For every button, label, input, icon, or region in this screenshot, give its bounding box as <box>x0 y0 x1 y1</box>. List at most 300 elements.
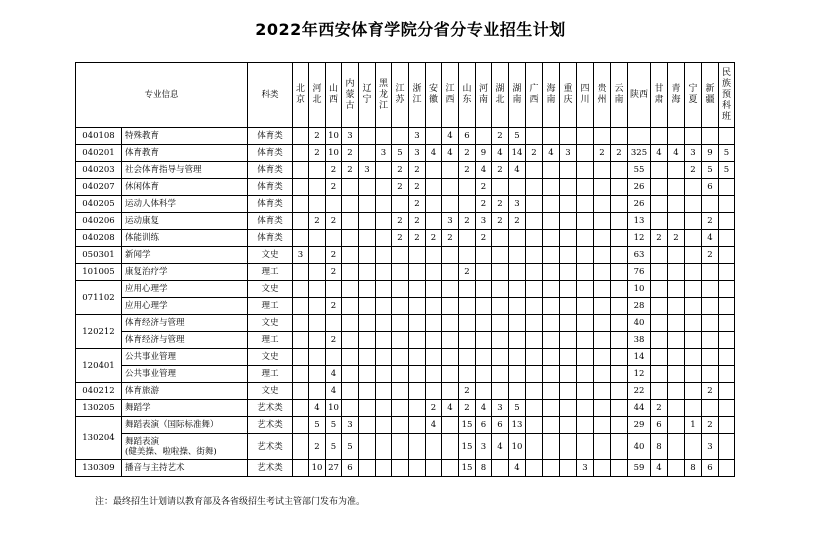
quota-cell: 4 <box>492 434 509 460</box>
quota-cell <box>359 417 376 434</box>
quota-cell <box>543 366 560 383</box>
quota-cell <box>543 162 560 179</box>
quota-cell <box>293 128 309 145</box>
quota-cell: 8 <box>651 434 668 460</box>
quota-cell: 2 <box>426 400 442 417</box>
major-name: 舞蹈表演 (健美操、啦啦操、街舞) <box>122 434 248 460</box>
quota-cell <box>560 434 577 460</box>
quota-cell <box>651 196 668 213</box>
header-province: 山 东 <box>459 63 476 128</box>
quota-cell <box>543 247 560 264</box>
quota-cell <box>392 264 409 281</box>
header-province: 贵 州 <box>594 63 611 128</box>
quota-cell <box>376 281 392 298</box>
quota-cell: 3 <box>342 417 359 434</box>
quota-cell <box>409 383 426 400</box>
quota-cell <box>342 315 359 332</box>
quota-cell <box>560 349 577 366</box>
quota-cell <box>426 315 442 332</box>
quota-cell <box>492 366 509 383</box>
quota-cell <box>543 349 560 366</box>
quota-cell <box>426 281 442 298</box>
quota-cell <box>594 213 611 230</box>
major-code: 040205 <box>76 196 122 213</box>
quota-cell <box>376 434 392 460</box>
quota-cell <box>426 213 442 230</box>
quota-cell <box>293 196 309 213</box>
quota-cell <box>611 434 628 460</box>
quota-cell <box>409 417 426 434</box>
quota-cell <box>526 196 543 213</box>
quota-cell: 5 <box>719 162 735 179</box>
quota-cell <box>577 383 594 400</box>
quota-cell <box>376 298 392 315</box>
major-code: 040207 <box>76 179 122 196</box>
quota-cell <box>392 417 409 434</box>
quota-cell <box>376 417 392 434</box>
quota-cell: 76 <box>628 264 651 281</box>
quota-cell <box>685 366 702 383</box>
header-province: 河 北 <box>309 63 326 128</box>
quota-cell <box>543 400 560 417</box>
quota-cell <box>685 230 702 247</box>
quota-cell <box>594 417 611 434</box>
major-code: 130309 <box>76 460 122 477</box>
quota-cell <box>409 315 426 332</box>
quota-cell <box>509 349 526 366</box>
header-province: 陕西 <box>628 63 651 128</box>
quota-cell: 12 <box>628 366 651 383</box>
quota-cell <box>359 349 376 366</box>
quota-cell: 4 <box>442 400 459 417</box>
quota-cell: 4 <box>476 162 492 179</box>
category-cell: 理工 <box>248 264 293 281</box>
quota-cell <box>376 230 392 247</box>
quota-cell <box>543 230 560 247</box>
table-row <box>76 434 735 460</box>
enrollment-plan-table <box>75 62 735 477</box>
quota-cell: 4 <box>426 145 442 162</box>
quota-cell: 6 <box>702 460 719 477</box>
quota-cell <box>560 460 577 477</box>
quota-cell <box>342 196 359 213</box>
quota-cell: 2 <box>459 213 476 230</box>
quota-cell <box>342 366 359 383</box>
quota-cell: 2 <box>392 179 409 196</box>
quota-cell <box>526 179 543 196</box>
header-province: 湖 北 <box>492 63 509 128</box>
quota-cell <box>293 213 309 230</box>
quota-cell: 2 <box>476 196 492 213</box>
quota-cell <box>293 281 309 298</box>
quota-cell <box>309 179 326 196</box>
major-name: 体育教育 <box>122 145 248 162</box>
quota-cell: 2 <box>492 196 509 213</box>
quota-cell <box>476 281 492 298</box>
quota-cell <box>492 332 509 349</box>
quota-cell: 2 <box>409 230 426 247</box>
quota-cell <box>594 128 611 145</box>
quota-cell <box>702 281 719 298</box>
quota-cell <box>476 315 492 332</box>
quota-cell <box>509 332 526 349</box>
quota-cell <box>526 213 543 230</box>
quota-cell <box>309 264 326 281</box>
quota-cell <box>342 298 359 315</box>
category-cell: 文史 <box>248 349 293 366</box>
quota-cell <box>376 349 392 366</box>
header-province: 内 蒙 古 <box>342 63 359 128</box>
quota-cell <box>668 298 685 315</box>
quota-cell <box>409 349 426 366</box>
quota-cell <box>526 162 543 179</box>
quota-cell <box>342 281 359 298</box>
quota-cell: 3 <box>509 196 526 213</box>
quota-cell <box>492 460 509 477</box>
quota-cell: 3 <box>560 145 577 162</box>
quota-cell <box>685 264 702 281</box>
quota-cell: 55 <box>628 162 651 179</box>
table-row <box>76 366 735 383</box>
category-cell: 文史 <box>248 281 293 298</box>
quota-cell <box>594 400 611 417</box>
quota-cell <box>476 332 492 349</box>
quota-cell: 2 <box>326 247 342 264</box>
quota-cell <box>685 196 702 213</box>
quota-cell: 28 <box>628 298 651 315</box>
quota-cell <box>359 366 376 383</box>
quota-cell <box>719 230 735 247</box>
quota-cell <box>409 332 426 349</box>
quota-cell: 1 <box>685 417 702 434</box>
quota-cell <box>611 281 628 298</box>
header-province: 民 族 预 科 班 <box>719 63 735 128</box>
quota-cell <box>611 264 628 281</box>
quota-cell <box>293 264 309 281</box>
quota-cell <box>560 128 577 145</box>
quota-cell <box>293 230 309 247</box>
quota-cell <box>342 179 359 196</box>
quota-cell <box>560 366 577 383</box>
quota-cell <box>409 281 426 298</box>
table-header-row <box>76 63 735 128</box>
header-category: 科类 <box>248 63 293 128</box>
major-code: 040206 <box>76 213 122 230</box>
quota-cell: 3 <box>376 145 392 162</box>
quota-cell <box>611 349 628 366</box>
major-name: 播音与主持艺术 <box>122 460 248 477</box>
quota-cell <box>392 196 409 213</box>
quota-cell <box>309 162 326 179</box>
quota-cell <box>526 298 543 315</box>
header-province: 甘 肃 <box>651 63 668 128</box>
category-cell: 理工 <box>248 332 293 349</box>
quota-cell <box>442 196 459 213</box>
quota-cell <box>611 162 628 179</box>
quota-cell <box>611 383 628 400</box>
quota-cell <box>326 315 342 332</box>
quota-cell <box>426 196 442 213</box>
quota-cell: 13 <box>509 417 526 434</box>
quota-cell: 4 <box>476 400 492 417</box>
quota-cell <box>426 247 442 264</box>
quota-cell <box>611 230 628 247</box>
quota-cell <box>492 179 509 196</box>
quota-cell: 6 <box>651 417 668 434</box>
quota-cell <box>509 383 526 400</box>
table-row <box>76 196 735 213</box>
quota-cell <box>628 128 651 145</box>
quota-cell <box>459 281 476 298</box>
quota-cell <box>376 366 392 383</box>
quota-cell: 2 <box>702 213 719 230</box>
quota-cell <box>342 349 359 366</box>
quota-cell <box>442 281 459 298</box>
quota-cell <box>543 196 560 213</box>
quota-cell <box>594 281 611 298</box>
quota-cell <box>476 128 492 145</box>
quota-cell <box>309 230 326 247</box>
quota-cell: 44 <box>628 400 651 417</box>
quota-cell <box>611 315 628 332</box>
quota-cell <box>560 383 577 400</box>
major-name: 社会体育指导与管理 <box>122 162 248 179</box>
table-row <box>76 383 735 400</box>
quota-cell <box>668 179 685 196</box>
quota-cell <box>476 366 492 383</box>
quota-cell: 4 <box>492 145 509 162</box>
quota-cell <box>719 196 735 213</box>
quota-cell <box>293 460 309 477</box>
quota-cell <box>426 162 442 179</box>
quota-cell: 2 <box>426 230 442 247</box>
quota-cell <box>702 366 719 383</box>
quota-cell <box>509 366 526 383</box>
quota-cell <box>442 460 459 477</box>
quota-cell <box>702 315 719 332</box>
major-code: 040203 <box>76 162 122 179</box>
quota-cell: 2 <box>409 213 426 230</box>
quota-cell <box>526 247 543 264</box>
quota-cell <box>442 383 459 400</box>
quota-cell <box>577 298 594 315</box>
quota-cell <box>309 281 326 298</box>
quota-cell <box>359 298 376 315</box>
quota-cell <box>685 128 702 145</box>
quota-cell: 2 <box>459 383 476 400</box>
quota-cell <box>594 332 611 349</box>
quota-cell <box>293 332 309 349</box>
quota-cell: 2 <box>459 400 476 417</box>
quota-cell <box>719 128 735 145</box>
quota-cell: 3 <box>293 247 309 264</box>
quota-cell: 10 <box>326 400 342 417</box>
quota-cell: 3 <box>476 434 492 460</box>
quota-cell <box>442 315 459 332</box>
quota-cell <box>651 298 668 315</box>
quota-cell <box>376 128 392 145</box>
quota-cell <box>668 332 685 349</box>
quota-cell <box>426 179 442 196</box>
quota-cell <box>476 247 492 264</box>
quota-cell: 2 <box>409 162 426 179</box>
quota-cell <box>611 417 628 434</box>
major-name: 体育经济与管理 <box>122 332 248 349</box>
quota-cell: 3 <box>342 128 359 145</box>
quota-cell: 2 <box>326 264 342 281</box>
quota-cell <box>577 349 594 366</box>
quota-cell <box>560 298 577 315</box>
quota-cell: 2 <box>492 213 509 230</box>
quota-cell <box>611 247 628 264</box>
quota-cell <box>577 162 594 179</box>
quota-cell <box>685 400 702 417</box>
table-row <box>76 145 735 162</box>
quota-cell <box>685 281 702 298</box>
quota-cell <box>719 298 735 315</box>
quota-cell: 2 <box>476 230 492 247</box>
quota-cell <box>359 230 376 247</box>
category-cell: 文史 <box>248 247 293 264</box>
quota-cell <box>526 400 543 417</box>
quota-cell <box>492 230 509 247</box>
quota-cell <box>702 128 719 145</box>
quota-cell <box>459 332 476 349</box>
category-cell: 体育类 <box>248 230 293 247</box>
major-code: 050301 <box>76 247 122 264</box>
quota-cell <box>459 247 476 264</box>
quota-cell <box>719 400 735 417</box>
major-code: 040208 <box>76 230 122 247</box>
quota-cell <box>560 417 577 434</box>
major-code: 101005 <box>76 264 122 281</box>
quota-cell <box>426 349 442 366</box>
table-row <box>76 349 735 366</box>
quota-cell: 2 <box>309 434 326 460</box>
quota-cell: 2 <box>611 145 628 162</box>
footnote: 注：最终招生计划请以教育部及各省级招生考试主管部门发布为准。 <box>95 497 366 507</box>
quota-cell <box>392 434 409 460</box>
table-row <box>76 179 735 196</box>
quota-cell <box>476 298 492 315</box>
quota-cell <box>560 162 577 179</box>
quota-cell <box>326 196 342 213</box>
quota-cell <box>611 179 628 196</box>
header-province: 云 南 <box>611 63 628 128</box>
quota-cell <box>719 247 735 264</box>
category-cell: 理工 <box>248 366 293 383</box>
major-name: 体育旅游 <box>122 383 248 400</box>
quota-cell <box>577 196 594 213</box>
quota-cell: 5 <box>326 434 342 460</box>
quota-cell: 3 <box>476 213 492 230</box>
quota-cell <box>719 349 735 366</box>
quota-cell <box>476 349 492 366</box>
quota-cell <box>376 400 392 417</box>
quota-cell: 2 <box>326 162 342 179</box>
quota-cell <box>702 298 719 315</box>
quota-cell <box>611 460 628 477</box>
category-cell: 艺术类 <box>248 400 293 417</box>
quota-cell: 40 <box>628 434 651 460</box>
quota-cell <box>685 434 702 460</box>
header-province: 北 京 <box>293 63 309 128</box>
quota-cell: 10 <box>509 434 526 460</box>
quota-cell: 2 <box>702 247 719 264</box>
table-row <box>76 264 735 281</box>
quota-cell <box>492 349 509 366</box>
quota-cell <box>651 179 668 196</box>
table-row <box>76 315 735 332</box>
header-province: 安 徽 <box>426 63 442 128</box>
quota-cell: 2 <box>459 145 476 162</box>
quota-cell <box>543 264 560 281</box>
quota-cell <box>560 332 577 349</box>
quota-cell <box>359 332 376 349</box>
quota-cell <box>509 247 526 264</box>
quota-cell: 6 <box>476 417 492 434</box>
major-code: 040201 <box>76 145 122 162</box>
quota-cell <box>668 366 685 383</box>
quota-cell <box>459 179 476 196</box>
quota-cell <box>492 315 509 332</box>
quota-cell: 10 <box>628 281 651 298</box>
quota-cell: 38 <box>628 332 651 349</box>
quota-cell <box>594 315 611 332</box>
table-body <box>76 128 735 477</box>
quota-cell <box>611 128 628 145</box>
quota-cell <box>509 230 526 247</box>
quota-cell <box>526 434 543 460</box>
table-row <box>76 213 735 230</box>
quota-cell <box>509 281 526 298</box>
quota-cell <box>594 162 611 179</box>
quota-cell: 4 <box>509 460 526 477</box>
quota-cell <box>459 230 476 247</box>
quota-cell <box>426 298 442 315</box>
major-code: 040108 <box>76 128 122 145</box>
quota-cell <box>668 460 685 477</box>
quota-cell <box>359 264 376 281</box>
quota-cell: 4 <box>442 128 459 145</box>
table-row <box>76 460 735 477</box>
quota-cell <box>326 349 342 366</box>
quota-cell <box>426 366 442 383</box>
quota-cell: 26 <box>628 196 651 213</box>
header-province: 宁 夏 <box>685 63 702 128</box>
quota-cell <box>577 332 594 349</box>
quota-cell <box>594 196 611 213</box>
quota-cell <box>442 417 459 434</box>
quota-cell <box>509 315 526 332</box>
quota-cell <box>442 179 459 196</box>
quota-cell: 2 <box>492 128 509 145</box>
quota-cell <box>543 332 560 349</box>
quota-cell <box>342 230 359 247</box>
quota-cell <box>376 247 392 264</box>
quota-cell: 59 <box>628 460 651 477</box>
quota-cell: 14 <box>509 145 526 162</box>
quota-cell <box>442 162 459 179</box>
quota-cell <box>376 264 392 281</box>
quota-cell <box>342 400 359 417</box>
quota-cell <box>426 383 442 400</box>
quota-cell <box>392 247 409 264</box>
quota-cell <box>543 179 560 196</box>
quota-cell: 2 <box>685 162 702 179</box>
major-name: 应用心理学 <box>122 298 248 315</box>
quota-cell: 3 <box>409 145 426 162</box>
